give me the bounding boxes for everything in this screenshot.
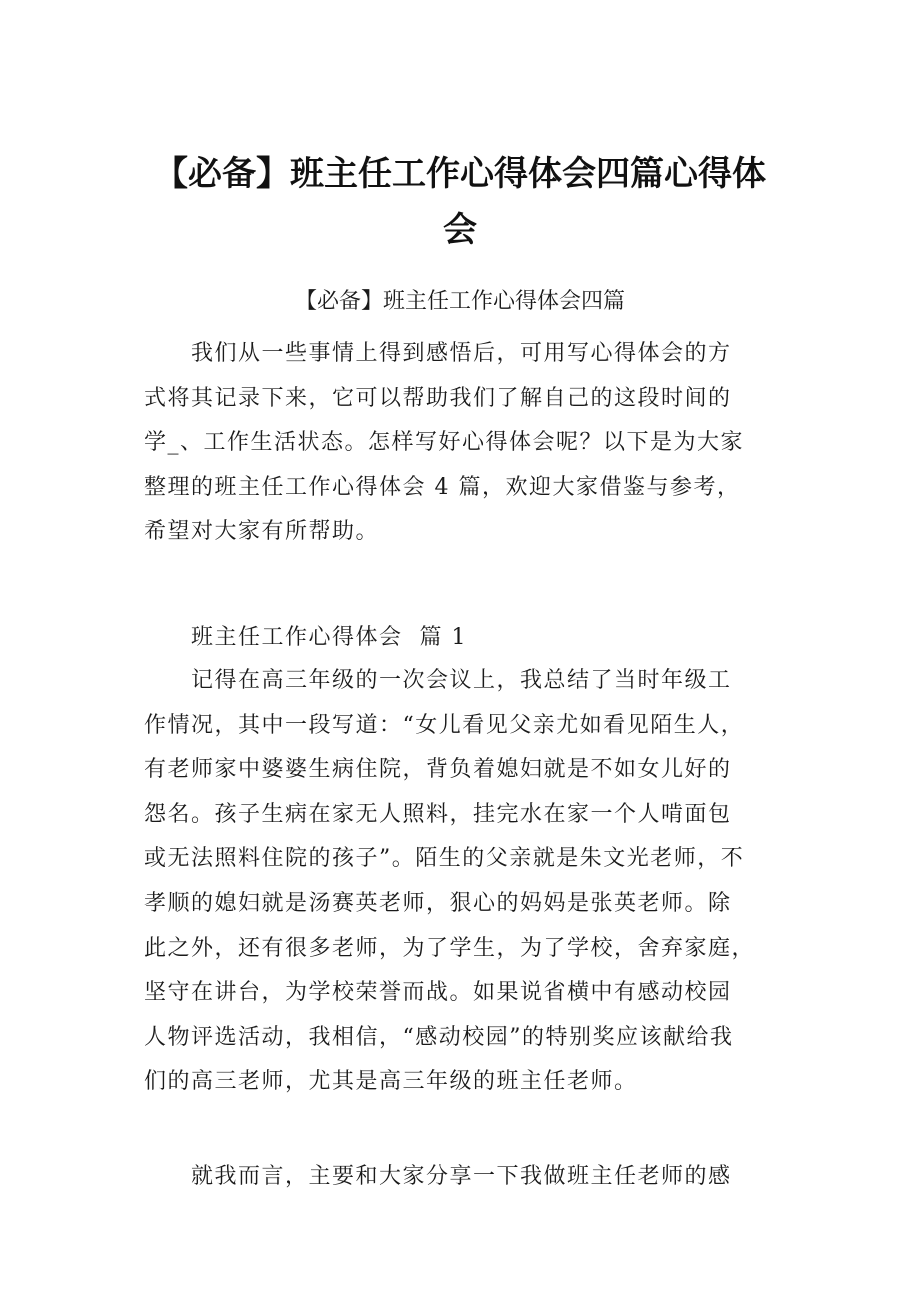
text-line: 有老师家中婆婆生病住院，背负着媳妇就是不如女儿好的: [144, 757, 732, 783]
text-line: 孝顺的媳妇就是汤赛英老师，狠心的妈妈是张英老师。除: [144, 890, 732, 916]
text-line: 就我而言，主要和大家分享一下我做班主任老师的感: [191, 1164, 732, 1189]
text-line: 人物评选活动，我相信，“感动校园”的特别奖应该献给我: [144, 1024, 734, 1050]
document-subtitle: 【必备】班主任工作心得体会四篇: [294, 289, 625, 314]
text-line: 希望对大家有所帮助。: [144, 519, 380, 545]
section-heading: 班主任工作心得体会 篇 1: [191, 625, 467, 650]
title-line: 【必备】班主任工作心得体会四篇心得体: [154, 154, 766, 194]
body-paragraph: [144, 659, 784, 1105]
text-line: 作情况，其中一段写道：“女儿看见父亲尤如看见陌生人，: [144, 712, 745, 738]
body-paragraph: [144, 1155, 784, 1200]
text-line: 此之外，还有很多老师，为了学生，为了学校，舍弃家庭，: [144, 935, 756, 961]
text-line: 我们从一些事情上得到感悟后，可用写心得体会的方: [191, 341, 732, 366]
text-line: 整理的班主任工作心得体会 4 篇，欢迎大家借鉴与参考，: [144, 474, 741, 500]
text-line: 或无法照料住院的孩子”。陌生的父亲就是朱文光老师，不: [144, 846, 745, 872]
document-title: [130, 146, 790, 258]
text-line: 记得在高三年级的一次会议上，我总结了当时年级工: [191, 668, 732, 693]
text-line: 学_、工作生活状态。怎样写好心得体会呢？以下是为大家: [144, 430, 745, 456]
text-line: 坚守在讲台，为学校荣誉而战。如果说省横中有感动校园: [144, 980, 732, 1006]
text-line: 式将其记录下来，它可以帮助我们了解自己的这段时间的: [144, 385, 732, 411]
title-line: 会: [443, 210, 477, 250]
text-line: 们的高三老师，尤其是高三年级的班主任老师。: [144, 1069, 638, 1095]
intro-paragraph: [144, 332, 784, 555]
text-line: 怨名。孩子生病在家无人照料，挂完水在家一个人啃面包: [144, 801, 732, 827]
